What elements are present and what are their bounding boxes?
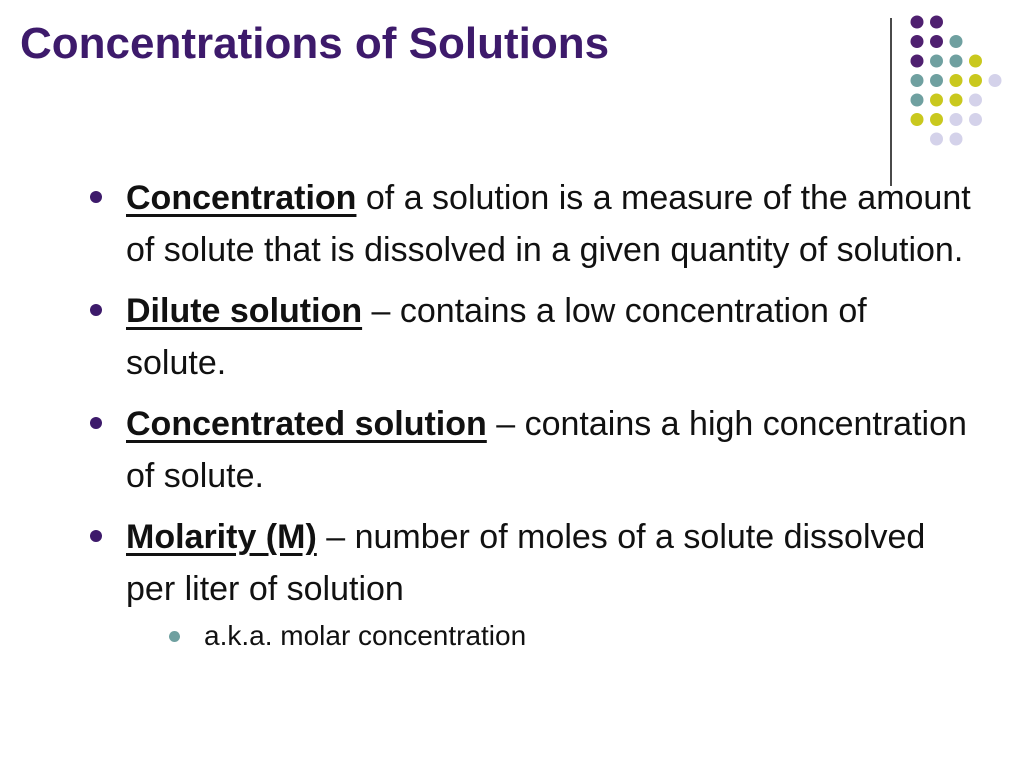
bullet-text: – number of moles of a solute dissolved per liter of solution bbox=[126, 518, 926, 608]
decorative-dot bbox=[911, 74, 924, 87]
bullet-term: Dilute solution bbox=[126, 292, 363, 330]
bullet-dot-icon bbox=[90, 417, 102, 429]
bullet-dot-icon bbox=[90, 191, 102, 203]
title-divider-line bbox=[890, 18, 892, 186]
bullet-item-concentration bbox=[86, 172, 976, 276]
decorative-dot bbox=[911, 16, 924, 29]
bullet-term: Concentration bbox=[126, 179, 357, 217]
bullet-text: of a solution is a measure of the amount of solute that is dissolved in a given quantity of solution. bbox=[126, 179, 971, 269]
bullet-text: – contains a high concentration of solute. bbox=[126, 405, 967, 495]
bullet-list bbox=[86, 172, 976, 666]
decorative-dot bbox=[911, 55, 924, 68]
bullet-dot-icon bbox=[90, 304, 102, 316]
decorative-dot bbox=[950, 74, 963, 87]
decorative-dot bbox=[969, 55, 982, 68]
bullet-item-molarity bbox=[86, 511, 976, 657]
decorative-dot bbox=[969, 113, 982, 126]
bullet-dot-icon bbox=[90, 530, 102, 542]
bullet-term: Molarity (M) bbox=[126, 518, 317, 556]
sub-bullet-text: a.k.a. molar concentration bbox=[204, 620, 527, 651]
decorative-dot bbox=[911, 35, 924, 48]
sub-bullet-dot-icon bbox=[169, 631, 180, 642]
sub-bullet-list bbox=[126, 615, 976, 657]
bullet-item-dilute-solution bbox=[86, 285, 976, 389]
decorative-dot bbox=[930, 94, 943, 107]
decorative-dot bbox=[969, 94, 982, 107]
decorative-dot bbox=[930, 113, 943, 126]
decorative-dot bbox=[950, 94, 963, 107]
bullet-term: Concentrated solution bbox=[126, 405, 487, 443]
sub-bullet-item bbox=[126, 615, 976, 657]
decorative-dot bbox=[950, 55, 963, 68]
decorative-dot bbox=[930, 74, 943, 87]
decorative-dot bbox=[930, 35, 943, 48]
decorative-dot bbox=[930, 55, 943, 68]
decorative-dot bbox=[930, 16, 943, 29]
slide-title: Concentrations of Solutions bbox=[20, 19, 610, 68]
decorative-dot bbox=[930, 133, 943, 146]
decorative-dot bbox=[950, 113, 963, 126]
decorative-dot bbox=[969, 74, 982, 87]
decorative-dot bbox=[950, 133, 963, 146]
decorative-dot bbox=[911, 113, 924, 126]
bullet-item-concentrated-solution bbox=[86, 398, 976, 502]
decorative-dot bbox=[950, 35, 963, 48]
decorative-dot bbox=[911, 94, 924, 107]
decorative-dot bbox=[989, 74, 1002, 87]
bullet-text: – contains a low concentration of solute. bbox=[126, 292, 867, 382]
